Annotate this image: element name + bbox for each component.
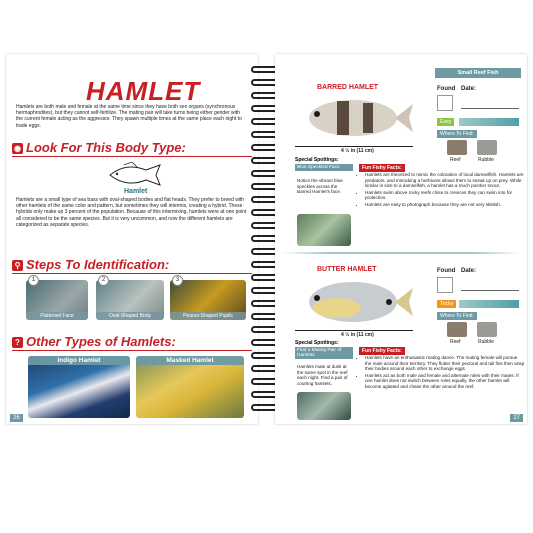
date-field[interactable] bbox=[461, 290, 519, 291]
where-to-find-label: Where To Find: bbox=[437, 312, 477, 320]
difficulty-badge: Easy bbox=[437, 118, 454, 126]
other-types-heading: ? Other Types of Hamlets: bbox=[12, 334, 176, 349]
spotting-text: Hamlets mate at dusk at the same spot in the reef each night. Find a pair of courting hamlets. bbox=[297, 364, 348, 386]
wave-divider bbox=[281, 252, 521, 254]
fact-item: • Hamlets are theorized to mimic the coloration of local damselfish. Hamlets are predators, and mimicking a herbivore allows them to sneak up on prey. While similar in size to a damselfish, a hamlet has a much pointier snout. bbox=[365, 172, 525, 189]
habitat-label: Reef bbox=[450, 157, 461, 163]
found-checkbox[interactable] bbox=[437, 95, 453, 111]
step-number: 1 bbox=[28, 275, 39, 286]
reef-thumbnail bbox=[447, 322, 467, 337]
found-checkbox[interactable] bbox=[437, 277, 453, 293]
magnifier-icon: ⚲ bbox=[12, 260, 23, 271]
fact-item: • Hamlets swim above rocky reefs close to crevices they can swim into for protection. bbox=[365, 190, 525, 201]
intro-text: Hamlets are both male and female at the same time since they have both sex organs (synchronous hermaphrodites), but they cannot self-fertilize. The mating pair will take turns being either gender with the current female acting as the aggressor. They spawn multiple times at the same place each night to trade eggs. bbox=[16, 104, 242, 129]
date-label: Date: bbox=[461, 268, 477, 274]
left-page bbox=[6, 54, 258, 424]
divider bbox=[12, 350, 252, 351]
steps-heading: ⚲ Steps To Identification: bbox=[12, 257, 169, 272]
step-label: Flattened Face bbox=[26, 312, 88, 320]
other-type-label: Indigo Hamlet bbox=[28, 356, 130, 365]
difficulty-badge: Tricky bbox=[437, 300, 456, 308]
spottings-label: Special Spottings: bbox=[295, 340, 339, 346]
fish-name: BUTTER HAMLET bbox=[317, 266, 377, 273]
facts-list bbox=[359, 172, 525, 209]
found-label: Found bbox=[437, 268, 456, 274]
step-label: Peanut-Shaped Pupils bbox=[170, 312, 246, 320]
reef-thumbnail bbox=[447, 140, 467, 155]
found-label: Found bbox=[437, 86, 456, 92]
page-title: HAMLET bbox=[86, 76, 201, 106]
fish-outline-icon bbox=[106, 162, 164, 188]
spotting-title: Blue Speckled Face bbox=[295, 164, 353, 171]
right-page bbox=[275, 54, 527, 424]
divider bbox=[12, 273, 252, 274]
butter-hamlet-image bbox=[297, 276, 415, 326]
step-photo-3 bbox=[170, 280, 246, 320]
rubble-thumbnail bbox=[477, 140, 497, 155]
habitat-label: Rubble bbox=[478, 157, 494, 163]
fact-item: • Hamlets have an enthusiastic mating dance. The mating female will pursue the male around their territory. They flutter their pectoral and tail fins then wrap their bodies around each other to exchange eggs. bbox=[365, 355, 525, 372]
size-ruler bbox=[295, 146, 413, 147]
body-type-label: Hamlet bbox=[124, 188, 148, 195]
fact-item: • Hamlets act as both male and female and alternate roles with their mates. If one hamlet does not switch between roles equally, the other hamlet will become agitated and chase the other around the reef. bbox=[365, 373, 525, 390]
spotting-text: Notice the vibrant blue speckles across the Barred Hamlet's face. bbox=[297, 178, 343, 195]
where-to-find-label: Where To Find: bbox=[437, 130, 477, 138]
step-number: 2 bbox=[98, 275, 109, 286]
habitat-label: Reef bbox=[450, 339, 461, 345]
step-label: Oval-Shaped Body bbox=[96, 312, 164, 320]
page-number: 27 bbox=[510, 414, 523, 422]
open-book bbox=[0, 54, 533, 424]
rubble-thumbnail bbox=[477, 322, 497, 337]
facts-heading: Fun Fishy Facts: bbox=[359, 164, 405, 172]
spotting-photo bbox=[297, 214, 351, 246]
step-photo-1 bbox=[26, 280, 88, 320]
masked-hamlet-photo bbox=[136, 356, 244, 418]
date-field[interactable] bbox=[461, 108, 519, 109]
look-heading: ◉ Look For This Body Type: bbox=[14, 140, 186, 155]
size-ruler bbox=[295, 330, 413, 331]
section-header: Small Reef Fish bbox=[435, 68, 521, 78]
step-number: 3 bbox=[172, 275, 183, 286]
facts-list bbox=[359, 355, 525, 391]
habitat-label: Rubble bbox=[478, 339, 494, 345]
step-photo-2 bbox=[96, 280, 164, 320]
fact-item: • Hamlets are easy to photograph because they are not very skittish. bbox=[365, 202, 525, 208]
indigo-hamlet-photo bbox=[28, 356, 130, 418]
facts-heading: Fun Fishy Facts: bbox=[359, 347, 405, 355]
size-text: 4 ½ in (11 cm) bbox=[341, 148, 374, 154]
spotting-photo bbox=[297, 392, 351, 420]
spotting-title: Find a Mating Pair of Hamlets bbox=[295, 347, 353, 359]
page-number: 26 bbox=[10, 414, 23, 422]
other-type-label: Masked Hamlet bbox=[136, 356, 244, 365]
eye-icon: ◉ bbox=[12, 143, 23, 154]
barred-hamlet-image bbox=[297, 94, 415, 142]
body-description: Hamlets are a small type of sea bass with oval-shaped bodies and flat heads. They prefer to breed with other hamlets of the same color and pattern, but sometimes they will intermix, creating a hybrid. These hybrids only make up 3 percent of the population. Because of this intermixing, hamlets were at one point all considered to be the same species. But it is very uncommon, and now the different hamlets are categorized as separate species. bbox=[16, 197, 247, 228]
spottings-label: Special Spottings: bbox=[295, 157, 339, 163]
size-text: 4 ½ in (11 cm) bbox=[341, 332, 374, 338]
question-icon: ? bbox=[12, 337, 23, 348]
date-label: Date: bbox=[461, 86, 477, 92]
divider bbox=[12, 156, 252, 157]
fish-name: BARRED HAMLET bbox=[317, 84, 379, 91]
wave-icon bbox=[459, 118, 519, 126]
wave-icon bbox=[459, 300, 519, 308]
